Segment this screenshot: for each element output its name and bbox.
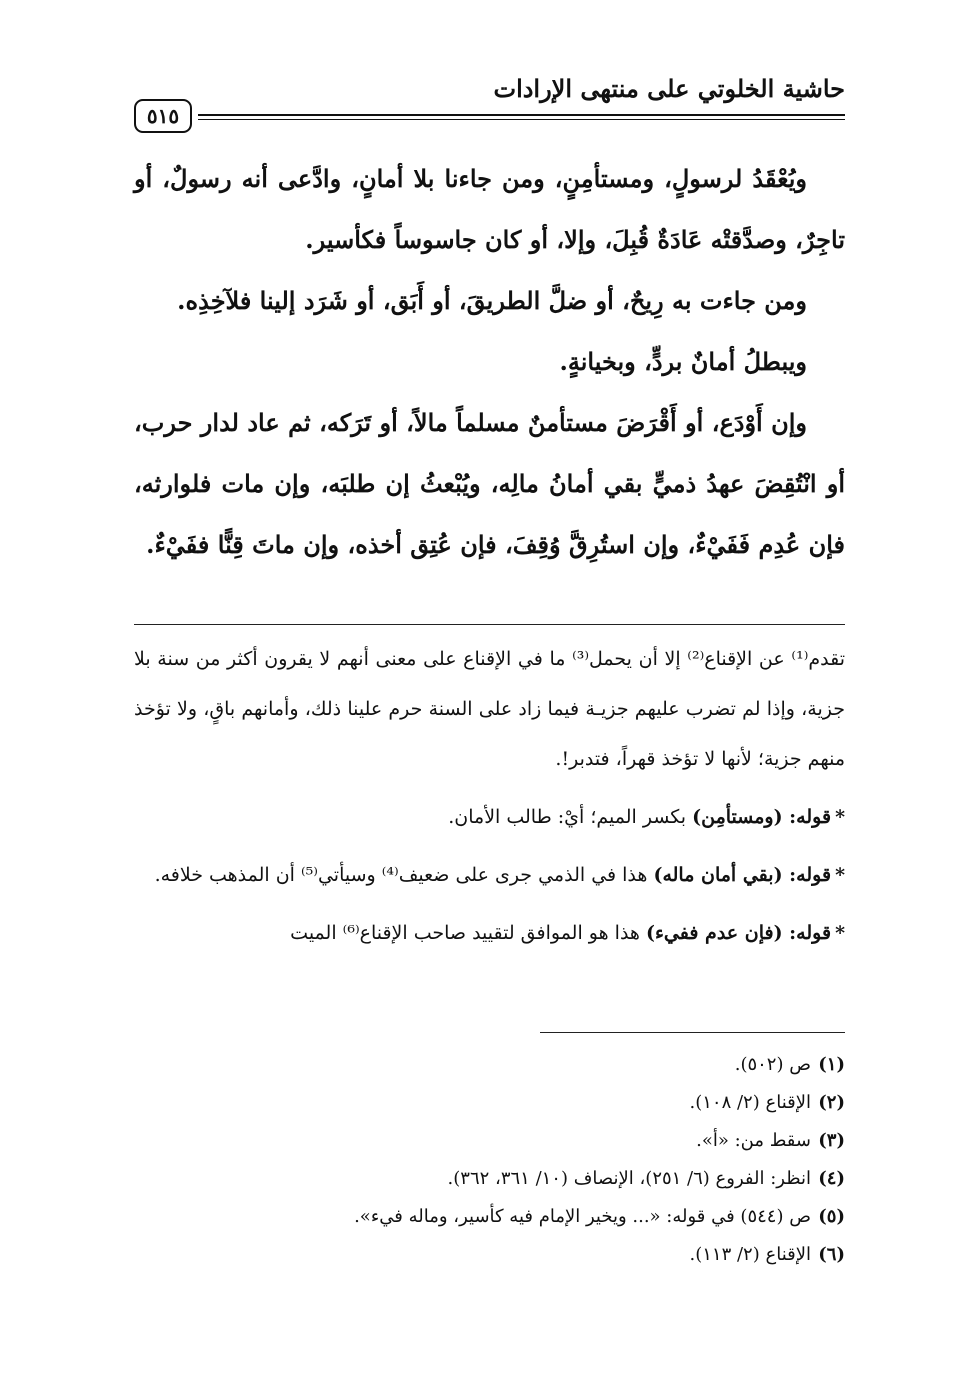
- main-text: [134, 148, 845, 575]
- note-text: هذا في الذمي جرى على ضعيف⁽⁴⁾ وسيأتي⁽⁵⁾ أن المذهب خلافه.: [154, 864, 654, 886]
- main-paragraph: ومن جاءت به رِيحٌ، أو ضلَّ الطريقَ، أو أَبَق، أو شَرَد إلينا فلآخِذِه.: [177, 286, 807, 315]
- footnote: [300, 1084, 845, 1122]
- header-rule: [198, 114, 845, 120]
- note-marker: *: [835, 864, 845, 886]
- footnote: [300, 1046, 845, 1084]
- footnote-text: ص (٥٤٤) في قوله: «... ويخير الإمام فيه كأسير، وماله فيء».: [354, 1206, 811, 1227]
- footnote-number: (٦): [818, 1244, 845, 1265]
- note-text: هذا هو الموافق لتقييد صاحب الإقناع⁽⁶⁾ الميت: [290, 922, 646, 944]
- note-lead: قوله: (فإن عدم ففيء): [645, 922, 832, 944]
- main-paragraph: ويبطلُ أمانٌ بردٍّ، وبخيانةٍ.: [559, 347, 807, 376]
- footnote-text: الإقناع (٢/ ١٠٨).: [689, 1092, 811, 1113]
- page-number-badge: [134, 99, 192, 133]
- note-lead: قوله: (بقي أمان ماله): [653, 864, 832, 886]
- note-marker: *: [835, 806, 845, 828]
- footnote-text: انظر: الفروع (٦/ ٢٥١)، الإنصاف (١٠/ ٣٦١، ٣٦٢).: [447, 1168, 811, 1189]
- commentary: [134, 634, 845, 966]
- footnote: [300, 1236, 845, 1274]
- footnote-number: (٥): [818, 1206, 845, 1227]
- footnote: [300, 1198, 845, 1236]
- note-lead: قوله: (ومستأمِن): [692, 806, 832, 828]
- note-marker: *: [835, 922, 845, 944]
- footnote-text: ص (٥٠٢).: [734, 1054, 811, 1075]
- footnote-number: (٢): [818, 1092, 845, 1113]
- footnote: [300, 1122, 845, 1160]
- commentary-note: [134, 792, 845, 842]
- footnote: [300, 1160, 845, 1198]
- main-paragraph: ويُعْقَدُ لرسولٍ، ومستأمِنٍ، ومن جاءنا بلا أمانٍ، وادَّعى أنه رسولٌ، أو تاجِرٌ، وصدَّقتْه عَادَةٌ قُبِلَ، وإلا، أو كان جاسوساً فكأسير.: [134, 164, 845, 254]
- footnote-text: الإقناع (٢/ ١١٣).: [689, 1244, 811, 1265]
- commentary-note: [134, 850, 845, 900]
- note-text: بكسر الميم؛ أيْ: طالب الأمان.: [448, 806, 693, 828]
- footnotes: [300, 1046, 845, 1274]
- footnote-number: (٣): [818, 1130, 845, 1151]
- main-paragraph: وإن أَوْدَع، أو أَقْرَضَ مستأمنٌ مسلماً مالاً، أو تَرَكه، ثم عاد لدار حرب، أو انْتُقِضَ عهدُ ذميٍّ بقي أمانُ مالِه، ويُبْعثُ إن طلبَه، وإن مات فلوارثه، فإن عُدِم فَفَيْءٌ، وإن استُرِقَّ وُقِفَ، فإن عُتِق أخذه، وإن ماتَ قِنًّا ففَيْءٌ.: [134, 408, 845, 559]
- commentary-note: [134, 908, 845, 958]
- footnote-number: (٤): [818, 1168, 845, 1189]
- footnote-text: سقط من: «أ».: [696, 1130, 811, 1151]
- footnote-rule: [540, 1032, 845, 1033]
- text-separator: [134, 624, 845, 625]
- commentary-intro: تقدم⁽¹⁾ عن الإقناع⁽²⁾ إلا أن يحمل⁽³⁾ ما في الإقناع على معنى أنهم لا يقرون أكثر من سنة بلا جزية، وإذا لم تضرب عليهم جزيـة فيما زاد على السنة حرم علينا ذلك، وأمانهم باقٍ، ولا تؤخذ منهم جزية؛ لأنها لا تؤخذ قهراً، فتدبر!.: [134, 648, 845, 770]
- running-title: حاشية الخلوتي على منتهى الإرادات: [493, 74, 845, 103]
- page-number: ٥١٥: [146, 104, 180, 128]
- footnote-number: (١): [818, 1054, 845, 1075]
